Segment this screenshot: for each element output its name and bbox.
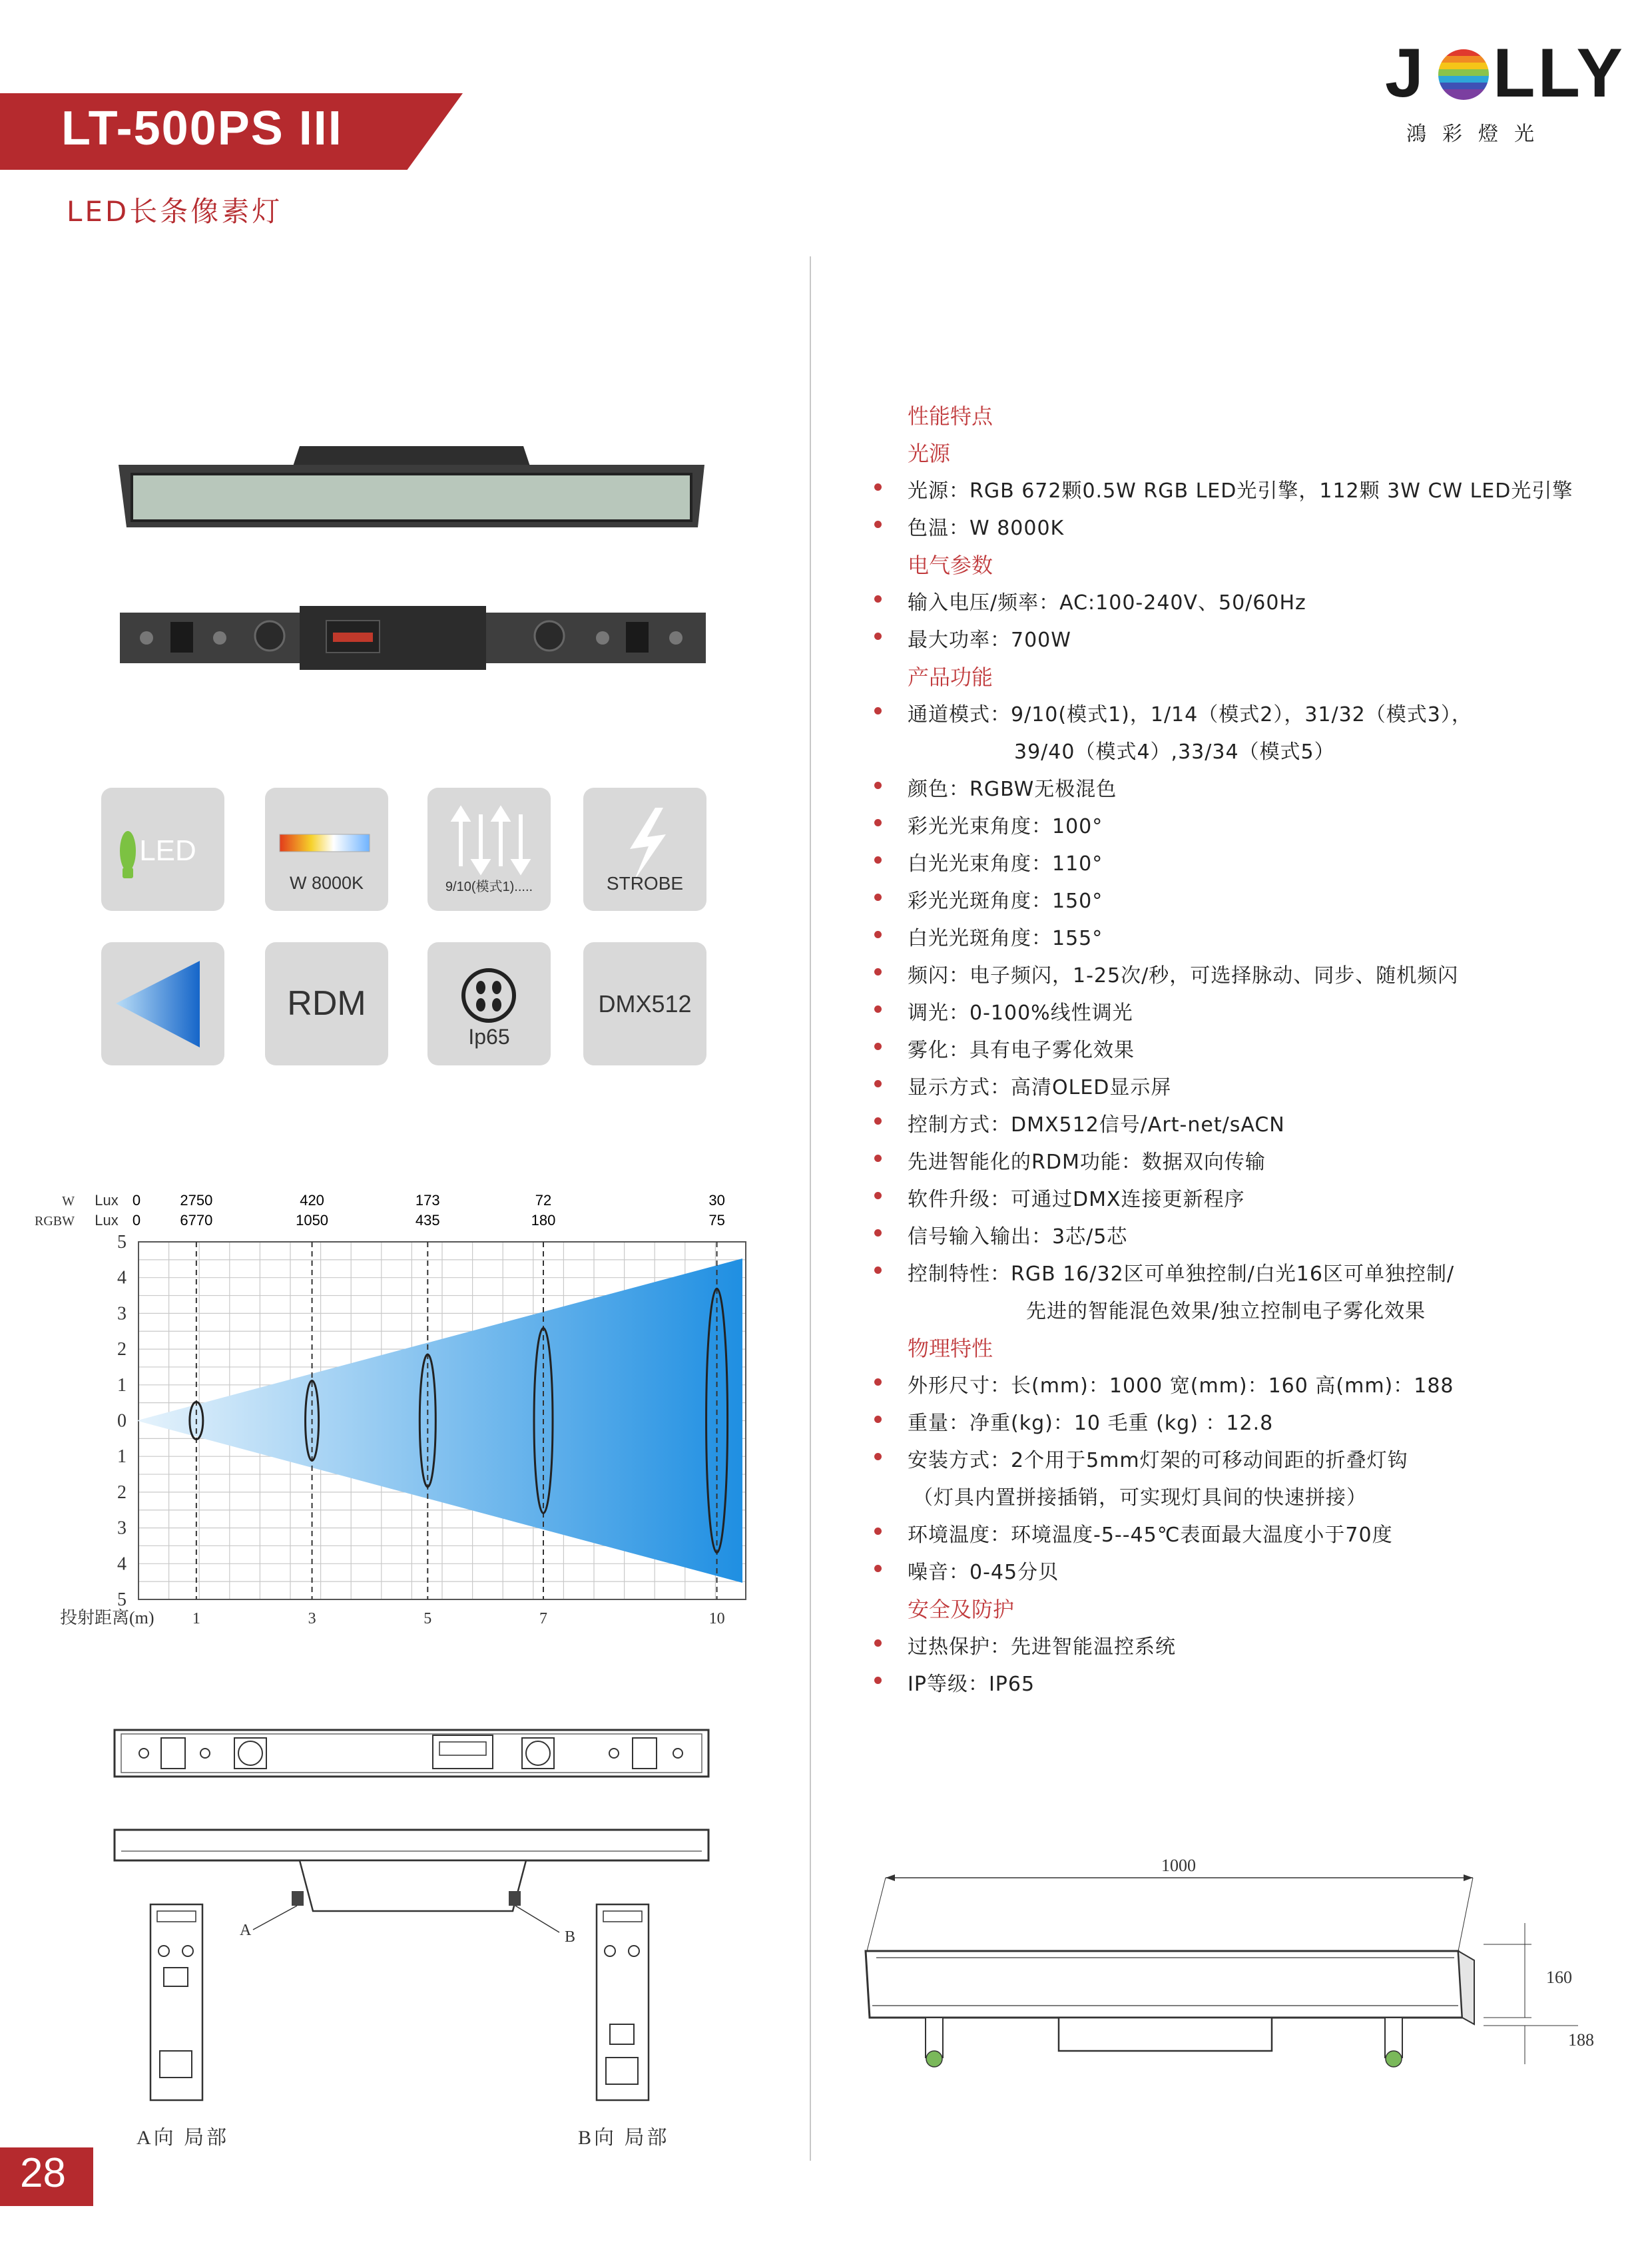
spec-item-text: 环境温度：环境温度-5--45℃表面最大温度小于70度 (908, 1524, 1393, 1547)
y-tick-label: 1 (117, 1446, 127, 1468)
spec-item-text: 彩光光斑角度：150° (908, 890, 1103, 913)
spec-item (908, 847, 1103, 876)
spec-section-heading: 物理特性 (908, 1336, 993, 1361)
spec-item-continuation: （灯具内置拼接插销，可实现灯具间的快速拼接） (913, 1486, 1367, 1510)
label-a: A (240, 1922, 252, 1939)
spec-item (908, 1555, 1059, 1585)
bullet-icon (874, 1565, 882, 1572)
lux-value: 75 (708, 1212, 725, 1229)
channels-icon: 9/10(模式1)..... (427, 788, 551, 911)
spec-item (908, 1145, 1266, 1175)
y-tick-label: 4 (117, 1267, 127, 1288)
spec-item-text: 色温：W 8000K (908, 517, 1065, 540)
spec-item-text: 噪音：0-45分贝 (908, 1561, 1059, 1584)
rdm-icon: RDM (265, 942, 388, 1065)
beam-chart (27, 1185, 792, 1645)
spec-item (908, 586, 1306, 615)
led-icon: LED (101, 788, 224, 911)
dim-height: 188 (1568, 2030, 1594, 2050)
dim-length: 1000 (1161, 1856, 1196, 1875)
bullet-icon (874, 1266, 882, 1274)
lux-value: 173 (415, 1192, 440, 1209)
y-tick-label: 5 (117, 1232, 127, 1253)
y-tick-label: 3 (117, 1518, 127, 1539)
lux-value: 2750 (180, 1192, 213, 1209)
y-tick-label: 2 (117, 1339, 127, 1360)
spec-section-heading: 性能特点 (908, 404, 993, 429)
spec-item-text: 颜色：RGBW无极混色 (908, 778, 1117, 801)
spec-item (908, 772, 1117, 802)
spec-item-text: 重量：净重(kg)：10 毛重 (kg) ：12.8 (908, 1412, 1274, 1435)
product-subtitle: LED长条像素灯 (67, 195, 283, 228)
model-title: LT-500PS III (61, 102, 343, 155)
spec-item-continuation: 先进的智能混色效果/独立控制电子雾化效果 (1026, 1300, 1426, 1323)
bullet-icon (874, 856, 882, 864)
lux-unit: Lux (95, 1192, 119, 1209)
product-photo-back (120, 606, 706, 670)
spec-item-text: 控制方式：DMX512信号/Art-net/sACN (908, 1113, 1285, 1137)
spec-item-continuation: 39/40（模式4）,33/34（模式5） (1014, 740, 1335, 764)
lux-value: 0 (132, 1192, 141, 1209)
spec-item-text: 光源：RGB 672颗0.5W RGB LED光引擎，112颗 3W CW LED光引擎 (908, 479, 1573, 503)
spec-section-heading: 电气参数 (908, 553, 993, 578)
spec-item (908, 1667, 1035, 1697)
bullet-icon (874, 1080, 882, 1087)
spec-item-text: 雾化：具有电子雾化效果 (908, 1039, 1135, 1062)
spec-section-heading: 产品功能 (908, 665, 993, 690)
spec-item-text: 通道模式：9/10(模式1)，1/14（模式2），31/32（模式3）， (908, 703, 1472, 726)
drawing-top-view (113, 1725, 712, 1785)
beam-cone (137, 1259, 742, 1583)
product-photo-front (112, 446, 711, 533)
spec-item (908, 1257, 1454, 1286)
spec-item (908, 1630, 1176, 1659)
beam-angle-icon (101, 942, 224, 1065)
lux-unit: Lux (95, 1212, 119, 1229)
bullet-icon (874, 1677, 882, 1684)
spec-item (908, 959, 1458, 988)
lux-row-label: RGBW (35, 1214, 75, 1229)
spec-item (908, 996, 1133, 1025)
bullet-icon (874, 1117, 882, 1125)
lux-value: 30 (708, 1192, 725, 1209)
lux-value: 0 (132, 1212, 141, 1229)
bullet-icon (874, 595, 882, 603)
spec-item-text: 外形尺寸：长(mm)：1000 宽(mm)：160 高(mm)：188 (908, 1374, 1454, 1398)
x-tick-label: 3 (308, 1610, 316, 1627)
spec-item-text: 最大功率：700W (908, 629, 1071, 652)
bullet-icon (874, 1453, 882, 1460)
bullet-icon (874, 1043, 882, 1050)
bullet-icon (874, 819, 882, 826)
lux-value: 6770 (180, 1212, 213, 1229)
lux-value: 180 (531, 1212, 556, 1229)
lux-value: 420 (300, 1192, 324, 1209)
spec-item (908, 1369, 1454, 1398)
ip65-icon: Ip65 (427, 942, 551, 1065)
bullet-icon (874, 782, 882, 789)
bullet-icon (874, 1528, 882, 1535)
spec-item (908, 1220, 1127, 1249)
spec-item-text: 软件升级：可通过DMX连接更新程序 (908, 1188, 1245, 1211)
brand-logo: J LLY (1385, 35, 1625, 112)
label-b: B (565, 1928, 576, 1946)
spec-item (908, 1406, 1273, 1436)
bullet-icon (874, 931, 882, 938)
drawing-side-view (113, 1824, 712, 2144)
bullet-icon (874, 483, 882, 491)
bullet-icon (874, 1005, 882, 1013)
bullet-icon (874, 1416, 882, 1423)
spec-item-text: 过热保护：先进智能温控系统 (908, 1635, 1176, 1659)
dmx512-icon: DMX512 (583, 942, 706, 1065)
y-tick-label: 4 (117, 1553, 127, 1575)
spec-item (908, 1108, 1285, 1137)
y-tick-label: 2 (117, 1482, 127, 1503)
spec-item-text: 控制特性：RGB 16/32区可单独控制/白光16区可单独控制/ (908, 1262, 1455, 1286)
spec-item (908, 810, 1103, 839)
spec-item (908, 1033, 1135, 1063)
x-tick-label: 5 (423, 1610, 432, 1627)
spec-item (908, 1518, 1393, 1547)
x-axis-label: 投射距离(m) (60, 1608, 154, 1627)
bullet-icon (874, 968, 882, 976)
lux-value: 72 (535, 1192, 552, 1209)
spec-item-text: 调光：0-100%线性调光 (908, 1001, 1133, 1025)
color-temperature-icon: W 8000K (265, 788, 388, 911)
spec-item-text: IP等级：IP65 (908, 1673, 1035, 1696)
spec-item-text: 先进智能化的RDM功能：数据双向传输 (908, 1151, 1266, 1174)
spec-item (908, 884, 1103, 914)
bullet-icon (874, 1639, 882, 1647)
bullet-icon (874, 1155, 882, 1162)
lux-value: 1050 (296, 1212, 329, 1229)
y-tick-label: 3 (117, 1303, 127, 1324)
spec-item-text: 安装方式：2个用于5mm灯架的可移动间距的折叠灯钩 (908, 1449, 1408, 1472)
lux-row-label: W (62, 1194, 75, 1209)
spec-item (908, 1444, 1408, 1473)
spec-item (908, 623, 1071, 653)
bullet-icon (874, 1192, 882, 1199)
spec-item-text: 显示方式：高清OLED显示屏 (908, 1076, 1172, 1099)
spec-item-text: 输入电压/频率：AC:100-240V、50/60Hz (908, 591, 1306, 615)
spec-item-text: 白光光斑角度：155° (908, 927, 1103, 950)
brand-chinese-name: 鴻彩燈光 (1406, 123, 1550, 146)
bullet-icon (874, 1229, 882, 1237)
spec-section-heading: 光源 (908, 441, 951, 466)
page-number: 28 (20, 2150, 66, 2196)
view-a-caption: A向 局部 (137, 2127, 230, 2149)
bullet-icon (874, 521, 882, 528)
spec-item-text: 彩光光束角度：100° (908, 815, 1103, 838)
spec-section-heading: 安全及防护 (908, 1597, 1015, 1622)
y-tick-label: 5 (117, 1589, 127, 1610)
spec-item (908, 511, 1064, 541)
bullet-icon (874, 894, 882, 901)
view-b-caption: B向 局部 (578, 2127, 670, 2149)
lux-value: 435 (415, 1212, 440, 1229)
strobe-icon: STROBE (583, 788, 706, 911)
spec-item-text: 频闪：电子频闪，1-25次/秒，可选择脉动、同步、随机频闪 (908, 964, 1459, 987)
spec-item (908, 474, 1573, 503)
bullet-icon (874, 707, 882, 714)
spec-item (908, 1183, 1245, 1212)
spec-item (908, 1071, 1171, 1100)
y-tick-label: 0 (117, 1410, 127, 1432)
bullet-icon (874, 1378, 882, 1386)
spec-item-text: 白光光束角度：110° (908, 852, 1103, 876)
spec-item (908, 698, 1472, 727)
x-tick-label: 10 (708, 1610, 725, 1627)
x-tick-label: 1 (192, 1610, 200, 1627)
spec-item (908, 922, 1103, 951)
y-tick-label: 1 (117, 1374, 127, 1396)
bullet-icon (874, 633, 882, 640)
spec-item-text: 信号输入输出：3芯/5芯 (908, 1225, 1128, 1249)
column-divider (810, 256, 811, 2161)
drawing-dimensions (859, 1851, 1618, 2071)
dim-width: 160 (1546, 1968, 1572, 1987)
x-tick-label: 7 (539, 1610, 547, 1627)
